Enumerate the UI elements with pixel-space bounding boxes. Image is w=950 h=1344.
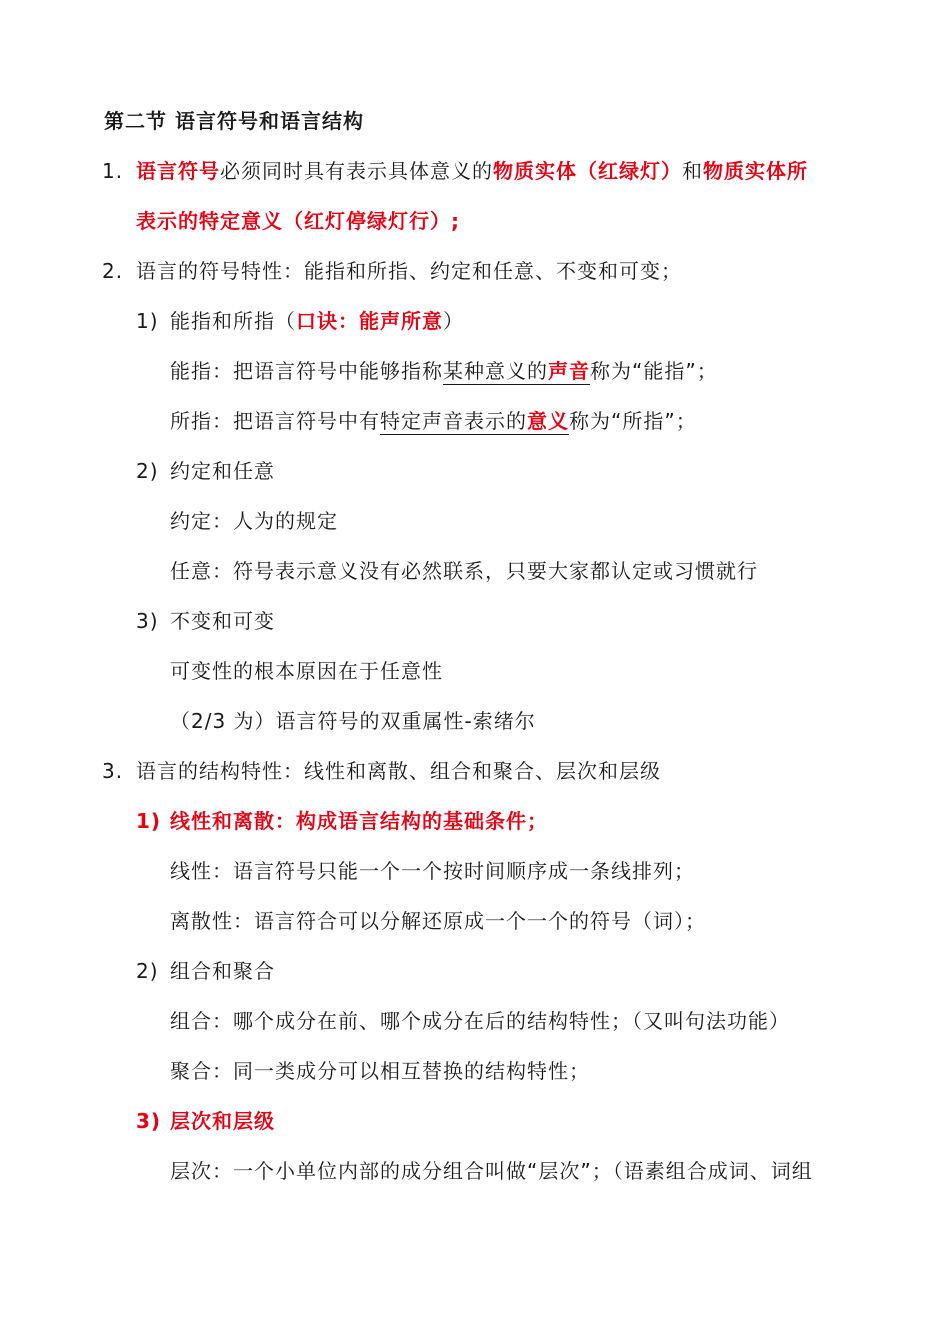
item-1-number: 1. <box>102 159 124 183</box>
nengzhi-underlined: 某种意义的 <box>443 359 548 383</box>
renyi-definition: 任意：符号表示意义没有必然联系，只要大家都认定或习惯就行 <box>170 559 758 583</box>
item-3-sub-1-number: 1) <box>136 809 162 833</box>
saussure-note: （2/3 为）语言符号的双重属性-索绪尔 <box>170 709 536 733</box>
lisan-definition: 离散性：语言符合可以分解还原成一个一个的符号（词）； <box>170 909 706 933</box>
item-3-sub-2 <box>136 958 275 984</box>
suozhi-meaning: 意义 <box>527 409 569 433</box>
item-3-sub-2-number: 2) <box>136 959 159 983</box>
item-1-continuation: 表示的特定意义（红灯停绿灯行）; <box>136 209 460 233</box>
item-3-number: 3. <box>102 759 124 783</box>
item-3-sub-3-text: 层次和层级 <box>170 1109 275 1133</box>
suozhi-definition <box>170 408 697 434</box>
item-1-text: 必须同时具有表示具体意义的 <box>220 159 493 183</box>
item-2-text: 语言的符号特性：能指和所指、约定和任意、不变和可变； <box>136 259 682 283</box>
nengzhi-post: 称为“能指”； <box>590 359 718 383</box>
cengci-definition: 层次：一个小单位内部的成分组合叫做“层次”；（语素组合成词、词组 <box>170 1159 813 1183</box>
item-3 <box>102 758 661 784</box>
item-1 <box>102 158 808 184</box>
item-2-sub-3-number: 3) <box>136 609 159 633</box>
item-3-sub-2-text: 组合和聚合 <box>170 959 275 983</box>
zuhe-definition: 组合：哪个成分在前、哪个成分在后的结构特性；（又叫句法功能） <box>170 1009 790 1033</box>
item-2-sub-1 <box>136 308 464 334</box>
item-2-sub-2-text: 约定和任意 <box>170 459 275 483</box>
item-2-sub-3 <box>136 608 275 634</box>
item-1-and: 和 <box>682 159 703 183</box>
nengzhi-pre: 能指：把语言符号中能够指称 <box>170 359 443 383</box>
item-3-sub-3 <box>136 1108 275 1134</box>
item-3-text: 语言的结构特性：线性和离散、组合和聚合、层次和层级 <box>136 759 661 783</box>
juhe-definition: 聚合：同一类成分可以相互替换的结构特性； <box>170 1059 590 1083</box>
suozhi-underlined: 特定声音表示的 <box>380 409 527 433</box>
item-1-term: 语言符号 <box>136 159 220 183</box>
xianxing-definition: 线性：语言符号只能一个一个按时间顺序成一条线排列； <box>170 859 695 883</box>
item-1-entity-2: 物质实体所 <box>703 159 808 183</box>
item-2-number: 2. <box>102 259 124 283</box>
item-2-sub-2 <box>136 458 275 484</box>
item-3-sub-1-text: 线性和离散：构成语言结构的基础条件； <box>170 809 548 833</box>
nengzhi-definition <box>170 358 718 384</box>
kebian-text: 可变性的根本原因在于任意性 <box>170 659 443 683</box>
yueding-definition: 约定：人为的规定 <box>170 509 338 533</box>
nengzhi-sound: 声音 <box>548 359 590 383</box>
item-3-sub-3-number: 3) <box>136 1109 162 1133</box>
item-2 <box>102 258 682 284</box>
item-2-sub-2-number: 2) <box>136 459 159 483</box>
item-2-sub-1-number: 1) <box>136 309 159 333</box>
item-1-entity: 物质实体（红绿灯） <box>493 159 682 183</box>
item-2-sub-3-text: 不变和可变 <box>170 609 275 633</box>
item-2-sub-1-text: 能指和所指（ <box>170 309 296 333</box>
item-2-sub-1-mnemonic: 口诀：能声所意 <box>296 309 443 333</box>
item-3-sub-1 <box>136 808 548 834</box>
suozhi-post: 称为“所指”； <box>569 409 697 433</box>
suozhi-pre: 所指：把语言符号中有 <box>170 409 380 433</box>
item-2-sub-1-close: ） <box>443 309 464 333</box>
section-title: 第二节 语言符号和语言结构 <box>104 109 364 133</box>
